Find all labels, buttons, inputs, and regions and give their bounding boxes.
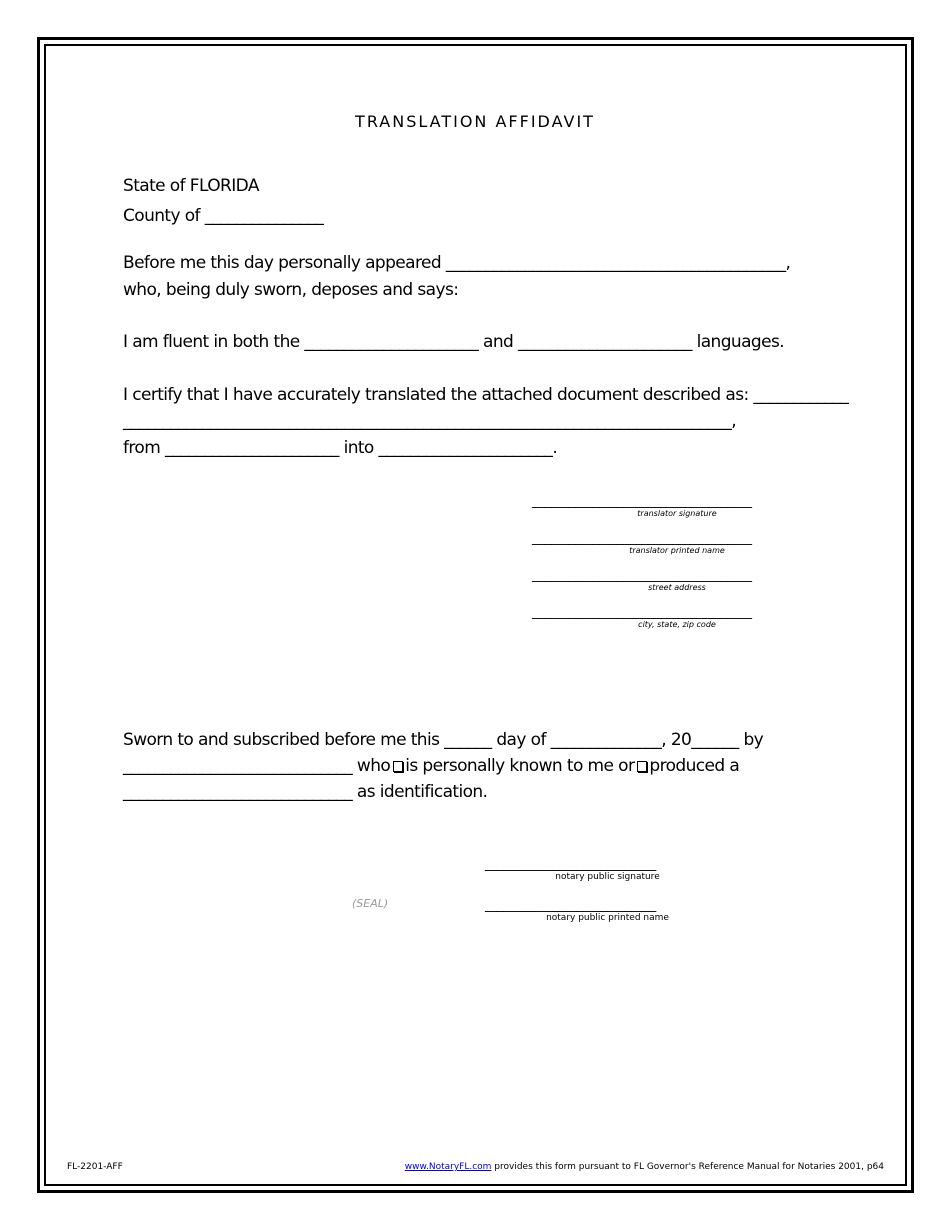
certify-line-3: from ______________________ into ______________________. — [123, 438, 558, 458]
document-title: TRANSLATION AFFIDAVIT — [355, 112, 595, 131]
signature-line: ____________________________________ — [532, 605, 752, 620]
signature-line: ____________________________________ — [532, 568, 752, 583]
form-code: FL-2201-AFF — [67, 1162, 123, 1172]
city-state-zip-field — [532, 605, 822, 629]
street-address-field — [532, 568, 822, 592]
county-line: County of _______________ — [123, 206, 324, 226]
signature-line: ____________________________________ — [532, 494, 752, 509]
sworn-name-blank: _____________________________ — [123, 756, 353, 776]
sworn-who-text: who — [356, 756, 391, 776]
personally-known-text: is personally known to me or — [405, 756, 635, 776]
signature-caption: translator signature — [637, 509, 717, 518]
signature-line: ____________________________ — [485, 857, 656, 872]
seal-label: (SEAL) — [352, 897, 389, 910]
signature-caption: street address — [648, 583, 706, 592]
signature-caption: notary public signature — [555, 872, 660, 882]
appeared-line-2: who, being duly sworn, deposes and says: — [123, 280, 459, 300]
personally-known-checkbox[interactable] — [393, 761, 403, 772]
signature-caption: city, state, zip code — [638, 620, 716, 629]
sworn-line-1: Sworn to and subscribed before me this ______ day of ______________, 20______ by — [123, 730, 764, 750]
state-line: State of FLORIDA — [123, 176, 259, 196]
credit-text: provides this form pursuant to FL Governor's Reference Manual for Notaries 2001, p64 — [491, 1162, 884, 1172]
notaryfl-link[interactable]: www.NotaryFL.com — [404, 1162, 492, 1172]
translator-signature-field — [532, 494, 822, 518]
sworn-line-2 — [123, 756, 739, 776]
produced-id-checkbox[interactable] — [637, 761, 647, 772]
notary-printed-name-field — [485, 898, 730, 923]
certify-line-1: I certify that I have accurately translated the attached document described as: ____________ — [123, 385, 849, 405]
signature-caption: notary public printed name — [546, 913, 669, 923]
translator-printed-name-field — [532, 531, 822, 555]
footer-credit — [405, 1162, 884, 1172]
produced-id-text: produced a — [649, 756, 740, 776]
signature-caption: translator printed name — [629, 546, 725, 555]
appeared-line-1: Before me this day personally appeared ___________________________________________, — [123, 253, 791, 273]
certify-line-2: _____________________________________________________________________________, — [123, 411, 737, 431]
fluent-line: I am fluent in both the ______________________ and ______________________ languages. — [123, 332, 785, 352]
sworn-line-3: _____________________________ as identification. — [123, 782, 488, 802]
signature-line: ____________________________________ — [532, 531, 752, 546]
signature-line: ____________________________ — [485, 898, 656, 913]
notary-signature-field — [485, 857, 730, 882]
